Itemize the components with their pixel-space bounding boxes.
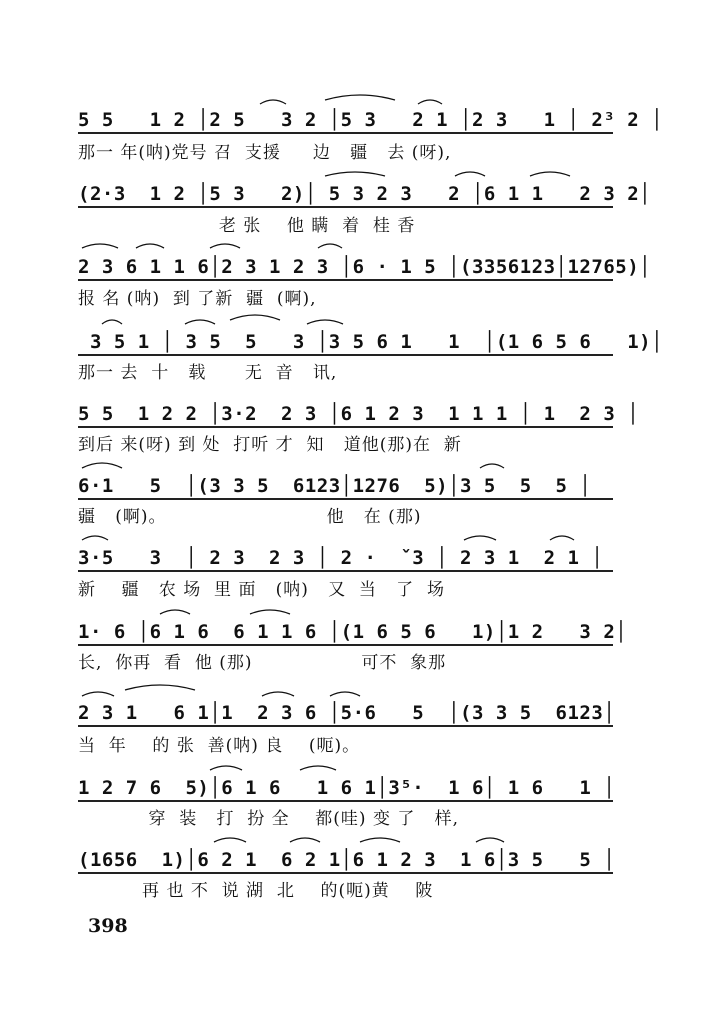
lyric-row-9: 当 年 的 张 善(呐) 良 (呃)。 [78, 736, 361, 756]
lyric-row-1: 那一 年(呐)党号 召 支援 边 疆 去 (呀), [78, 143, 452, 163]
notation-row-9: 2 3 1 6 1│1 2 3 6 │5·6 5 │(3 3 5 6123│ [78, 701, 613, 727]
lyric-row-11: 再 也 不 说 湖 北 的(呃)黄 陂 [78, 881, 434, 901]
notation-row-7: 3·5 3 │ 2 3 2 3 │ 2 · ˇ3 │ 2 3 1 2 1 │ [78, 546, 613, 572]
lyric-row-6: 疆 (啊)。 他 在 (那) [78, 507, 422, 527]
notation-row-4: 3 5 1 │ 3 5 5 3 │3 5 6 1 1 │(1 6 5 6 1)│ [78, 330, 613, 356]
notation-row-10: 1 2 7 6 5)│6 1 6 1 6 1│3⁵· 1 6│ 1 6 1 │ [78, 776, 613, 802]
lyric-row-5: 到后 来(呀) 到 处 打听 才 知 道他(那)在 新 [78, 435, 462, 455]
lyric-row-7: 新 疆 农 场 里 面 (呐) 又 当 了 场 [78, 580, 445, 600]
notation-row-11: (1656 1)│6 2 1 6 2 1│6 1 2 3 1 6│3 5 5 │ [78, 848, 613, 874]
notation-row-5: 5 5 1 2 2 │3·2 2 3 │6 1 2 3 1 1 1 │ 1 2 3 │ [78, 402, 613, 428]
notation-row-8: 1· 6 │6 1 6 6 1 1 6 │(1 6 5 6 1)│1 2 3 2│ [78, 620, 613, 646]
lyric-row-3: 报 名 (呐) 到 了新 疆 (啊), [78, 289, 317, 309]
notation-row-1: 5 5 1 2 │2 5 3 2 │5 3 2 1 │2 3 1 │ 2³ 2 │ [78, 108, 613, 134]
notation-row-2: (2·3 1 2 │5 3 2)│ 5 3 2 3 2 │6 1 1 2 3 2│ [78, 182, 613, 208]
lyric-row-4: 那一 去 十 载 无 音 讯, [78, 363, 338, 383]
lyric-row-8: 长, 你再 看 他 (那) 可不 象那 [78, 653, 447, 673]
notation-row-3: 2 3 6 1 1 6│2 3 1 2 3 │6 · 1 5 │(3356123│12765)│ [78, 255, 613, 281]
notation-row-6: 6·1 5 │(3 3 5 6123│1276 5)│3 5 5 5 │ [78, 474, 613, 500]
lyric-row-10: 穿 装 打 扮 全 都(哇) 变 了 样, [78, 809, 459, 829]
page-number: 398 [88, 915, 128, 937]
lyric-row-2: 老 张 他 瞒 着 桂 香 [78, 216, 416, 236]
